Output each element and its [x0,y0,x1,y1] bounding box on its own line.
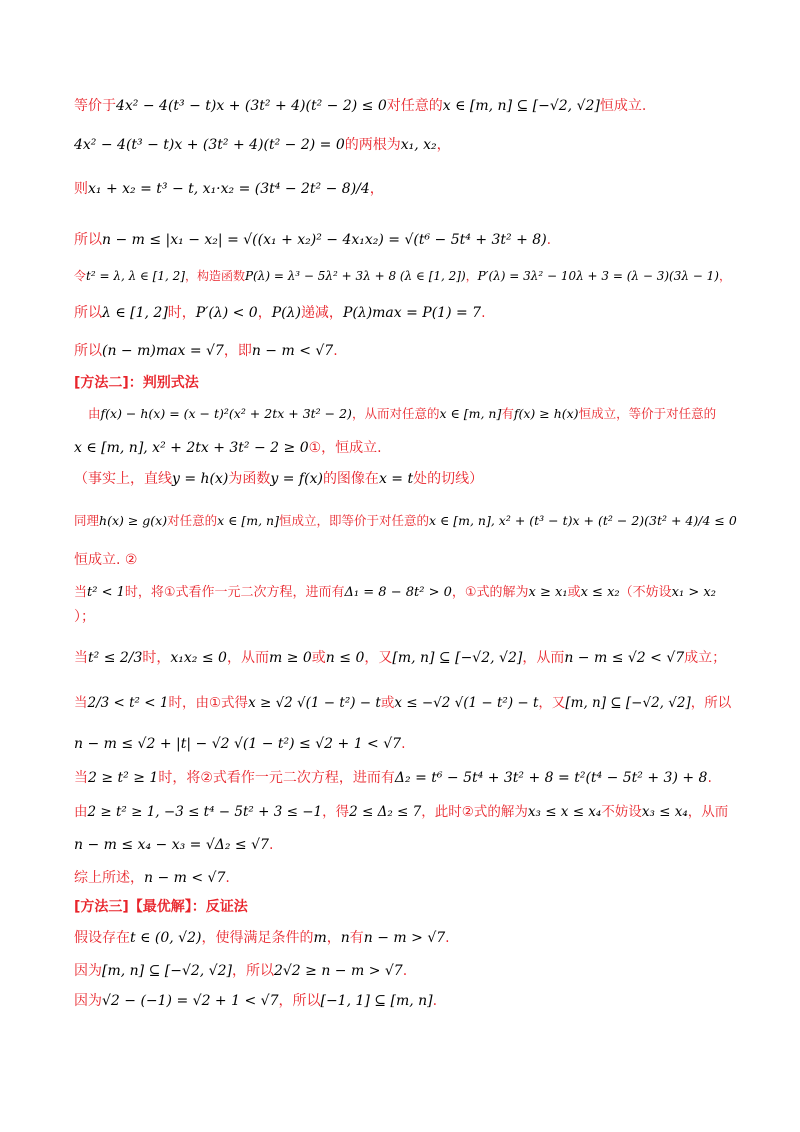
body-text: 处的切线） [413,471,484,487]
math-expression: [m, n] ⊆ [−√2, √2] [565,695,691,711]
text-line [74,834,740,856]
body-text: 时，由①式得 [168,695,249,711]
body-text: 对任意的 [386,98,443,114]
text-line [74,582,740,604]
body-text: ，所以 [278,993,321,1009]
math-expression: n ≤ 0 [325,650,365,666]
body-text: 递减， [300,305,343,321]
math-expression: x ∈ [m, n] ⊆ [−√2, √2] [442,98,600,114]
body-text: 所以 [74,343,102,359]
body-text: 由 [88,406,101,421]
math-expression: x = t [378,471,414,487]
body-text: 当 [74,695,88,711]
math-expression: 2 ≥ t² ≥ 1 [88,770,159,786]
body-text: ， [436,137,451,153]
math-expression: x₃ ≤ x₄ [641,804,688,820]
body-text: . [432,993,438,1009]
body-text: 当 [74,650,88,666]
math-expression: [m, n] ⊆ [−√2, √2] [392,650,523,666]
math-expression: Δ₂ = t⁶ − 5t⁴ + 3t² + 8 = t²(t⁴ − 5t² + 3) + 8 [394,770,708,786]
math-expression: 2 ≤ Δ₂ ≤ 7 [349,804,422,820]
body-text: ，即 [223,343,252,359]
body-text: 所以 [74,232,102,248]
body-text: ，使得满足条件的 [201,930,314,946]
body-text: . [445,930,450,946]
math-expression: P(λ)max = P(1) = 7 [342,305,482,321]
math-expression: x ∈ [m, n] [217,513,279,528]
text-line [74,229,740,251]
body-text: 的两根为 [344,137,401,153]
math-expression: P(λ) [271,305,301,321]
body-text: 同理 [74,513,100,528]
text-line [74,692,740,714]
body-text: 对任意的 [167,513,218,528]
math-expression: n [340,930,350,946]
body-text: ， [326,930,341,946]
math-expression: t² ≤ 2/3 [88,650,143,666]
body-text: 令 [74,269,87,283]
math-expression: 2√2 ≥ n − m > √7 [273,963,403,979]
body-text: 恒成立. ② [74,552,138,568]
body-text: （不妨设 [619,585,672,600]
body-text: ， [465,269,478,283]
math-expression: n − m ≤ √2 + |t| − √2 √(1 − t²) ≤ √2 + 1 < √7 [74,736,402,752]
body-text: . [402,963,408,979]
math-expression: √2 − (−1) = √2 + 1 < √7 [102,993,279,1009]
math-expression: 4x² − 4(t³ − t)x + (3t² + 4)(t² − 2) ≤ 0 [116,98,387,114]
text-line [74,606,740,628]
text-line [74,510,740,532]
math-expression: m [313,930,327,946]
body-text: 恒成立，等价于对任意的 [578,406,717,421]
body-text: ，所以 [690,695,732,711]
body-text: 恒成立. [599,98,647,114]
body-text: 的图像在 [322,471,379,487]
body-text: ，又 [538,695,566,711]
math-expression: n − m > √7 [363,930,446,946]
text-line [74,647,740,669]
math-expression: x ∈ [m, n] [439,406,502,421]
text-line [74,468,740,490]
math-expression: 2/3 < t² < 1 [87,695,169,711]
math-expression: y = h(x) [172,471,229,487]
body-text: . [268,837,274,853]
body-text: ，从而 [522,650,565,666]
body-text: ，从而 [226,650,269,666]
body-text: 有 [349,930,364,946]
text-line [74,990,740,1012]
body-text: . [546,232,552,248]
math-expression: P′(λ) = 3λ² − 10λ + 3 = (λ − 3)(3λ − 1) [477,269,719,283]
math-expression: x ∈ [m, n], x² + 2tx + 3t² − 2 ≥ 0 [74,440,309,456]
body-text: . [401,736,406,752]
text-line [74,302,740,324]
math-expression: P(λ) = λ³ − 5λ² + 3λ + 8 (λ ∈ [1, 2]) [244,269,466,283]
text-line [74,927,740,949]
text-line [74,437,740,459]
body-text: 时， [142,650,171,666]
body-text: 综上所述， [74,870,144,886]
text-line [74,178,740,200]
body-text: 当 [74,770,88,786]
math-expression: [−1, 1] ⊆ [m, n] [320,993,433,1009]
body-text: . [333,343,338,359]
text-line [74,801,740,823]
math-expression: f(x) − h(x) = (x − t)²(x² + 2tx + 3t² − 2) [100,406,352,421]
body-text: 成立； [684,650,727,666]
math-expression: x ≤ −√2 √(1 − t²) − t [394,695,539,711]
body-text: ， [257,305,272,321]
math-expression: x₃ ≤ x ≤ x₄ [527,804,602,820]
body-text: 或 [380,695,395,711]
body-text: 时，将①式看作一元二次方程，进而有 [124,585,345,600]
body-text: 恒成立，即等价于对任意的 [278,513,429,528]
math-expression: x₁ + x₂ = t³ − t, x₁·x₂ = (3t⁴ − 2t² − 8)/4 [88,181,370,197]
body-text: 时， [167,305,196,321]
body-text: 或 [567,585,581,600]
text-line [74,960,740,982]
body-text: ，所以 [231,963,274,979]
math-expression: t² = λ, λ ∈ [1, 2] [86,269,185,283]
math-expression: f(x) ≥ h(x) [513,406,579,421]
text-line [88,403,740,425]
math-expression: Δ₁ = 8 − 8t² > 0 [344,585,452,600]
body-text: 时，将②式看作一元二次方程，进而有 [158,770,395,786]
body-text: ， [369,181,384,197]
heading-text: [方法二]：判别式法 [74,375,199,391]
math-expression: n − m ≤ x₄ − x₃ = √Δ₂ ≤ √7 [74,837,269,853]
math-expression: x ≤ x₂ [580,585,620,600]
text-line [74,134,740,156]
body-text: 由 [74,804,88,820]
body-text: ，从而对任意的 [351,406,440,421]
math-expression: n − m < √7 [251,343,334,359]
math-expression: y = f(x) [270,471,323,487]
body-text: 为函数 [228,471,271,487]
math-expression: n − m ≤ √2 < √7 [564,650,685,666]
math-expression: (n − m)max = √7 [102,343,224,359]
heading-text: [方法三]【最优解】：反证法 [74,899,248,915]
math-expression: m ≥ 0 [268,650,312,666]
math-expression: h(x) ≥ g(x) [99,513,168,528]
text-line [74,867,740,889]
math-expression: x ∈ [m, n], x² + (t³ − t)x + (t² − 2)(3t² + 4)/4 ≤ 0 [429,513,737,528]
body-text: 则 [74,181,88,197]
math-expression: x₁, x₂ [400,137,437,153]
body-text: 假设存在 [74,930,130,946]
math-expression: n − m ≤ |x₁ − x₂| = √((x₁ + x₂)² − 4x₁x₂) = √(t⁶ − 5t⁴ + 3t² + 8) [102,232,547,248]
math-expression: x ≥ x₁ [528,585,568,600]
body-text: 或 [311,650,326,666]
body-text: ，此时②式的解为 [421,804,528,820]
text-line [74,549,740,571]
math-expression: P′(λ) < 0 [195,305,258,321]
math-expression: x ≥ √2 √(1 − t²) − t [248,695,381,711]
body-text: ）； [74,609,95,625]
body-text: 不妨设 [601,804,642,820]
body-text: （事实上，直线 [74,471,172,487]
math-expression: x₁ > x₂ [671,585,716,600]
body-text: ，①式的解为 [451,585,529,600]
math-expression: 4x² − 4(t³ − t)x + (3t² + 4)(t² − 2) = 0 [74,137,345,153]
section-heading [74,896,740,918]
text-line [74,340,740,362]
body-text: 因为 [74,963,102,979]
text-line [74,265,740,287]
text-line [74,767,740,789]
math-expression: x₁x₂ ≤ 0 [170,650,227,666]
math-expression: [m, n] ⊆ [−√2, √2] [102,963,232,979]
body-text: . [707,770,712,786]
math-expression: λ ∈ [1, 2] [102,305,168,321]
body-text: 因为 [74,993,102,1009]
math-expression: 2 ≥ t² ≥ 1, −3 ≤ t⁴ − 5t² + 3 ≤ −1 [87,804,323,820]
text-line [74,733,740,755]
body-text: 所以 [74,305,102,321]
body-text: 当 [74,585,88,600]
body-text: ，得 [322,804,350,820]
section-heading [74,372,740,394]
body-text: ， [718,269,731,283]
body-text: 有 [501,406,514,421]
math-expression: n − m < √7 [144,870,226,886]
body-text: . [481,305,486,321]
body-text: . [225,870,230,886]
body-text: ，从而 [687,804,729,820]
math-expression: t² < 1 [87,585,125,600]
body-text: ①，恒成立. [308,440,382,456]
body-text: ，又 [364,650,393,666]
math-expression: t ∈ (0, √2) [130,930,202,946]
body-text: ，构造函数 [184,269,245,283]
text-line [74,95,740,117]
body-text: 等价于 [74,98,116,114]
